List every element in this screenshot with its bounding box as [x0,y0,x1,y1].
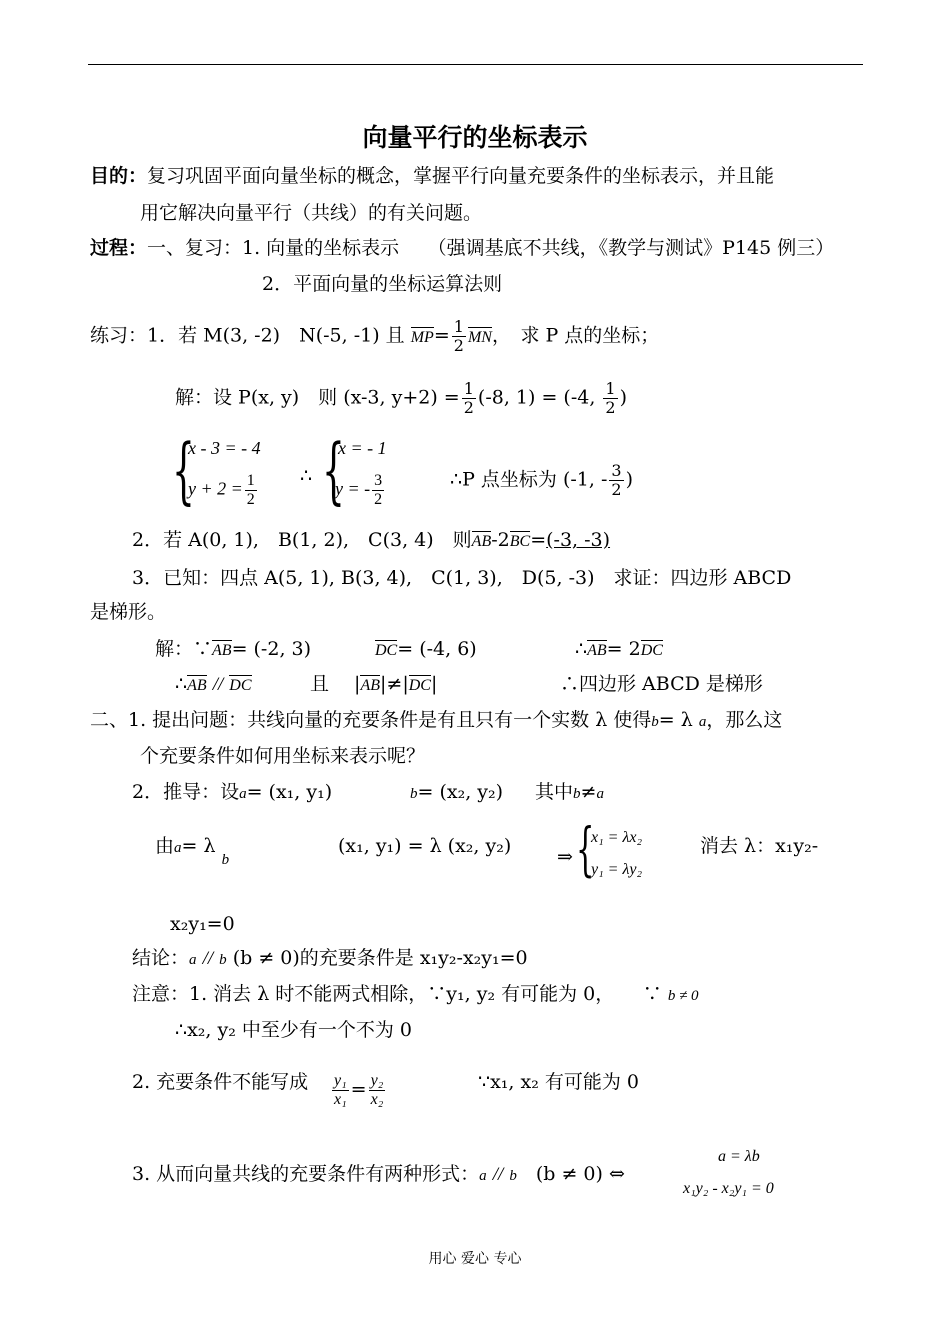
solution-3-relation: ∴AB= 2DC [575,638,663,660]
left-brace: { [172,428,195,512]
note-2-reason: ∵x₁, x₂ 有可能为 0 [478,1071,639,1093]
exercise-2: 2．若 A(0, 1), B(1, 2), C(3, 4) 则AB-2BC=(-3, -3) [132,529,611,551]
page-footer: 用心 爱心 专心 [428,1251,522,1267]
section-2-line-1: 二、1. 提出问题：共线向量的充要条件是有且只有一个实数 λ 使得b= λ a，那么这 [90,709,783,731]
solution-3-dc: DC= (-4, 6) [375,638,477,660]
derivation-b: b= (x₂, y₂) [410,781,504,803]
system-2-row-2: y = - $\frac{3}{2}$ [335,472,383,508]
system-2-row-1: x = - 1 [338,438,387,458]
exercise-3-line-1: 3．已知：四点 A(5, 1), B(3, 4), C(1, 3), D(5, -3) 求证：四边形 ABCD [132,567,792,589]
goal-line-1 [90,164,774,188]
goal-text-1: 复习巩固平面向量坐标的概念，掌握平行向量充要条件的坐标表示，并且能 [147,165,775,187]
note-1-line-2: ∴x₂, y₂ 中至少有一个不为 0 [175,1019,413,1041]
section-2-line-2: 个充要条件如何用坐标来表示呢？ [140,745,426,767]
process-text-1: 一、复习：1. 向量的坐标表示 （强调基底不共线，《教学与测试》P145 例三） [147,237,835,259]
from-relation: 由a= λ $_b$ [155,835,230,868]
fraction-half: $\frac{1}{2}$ [453,317,464,355]
exercise-1 [90,318,659,355]
solution-1-mid: (-8, 1) = (-4, [477,386,596,409]
vector-mp: MP [410,328,434,346]
fraction-half-3: $\frac{1}{2}$ [605,379,616,417]
exercise-3-line-2: 是梯形。 [90,601,167,623]
vector-dc: DC [375,642,398,659]
solution-3-conclusion: ∴四边形 ABCD 是梯形 [560,673,763,695]
system-3-row-2: y₁ = λy₂ [591,861,643,878]
goal-line-2: 用它解决向量平行（共线）的有关问题。 [140,202,483,224]
implies-arrow: ⇒ [557,846,573,868]
p-coordinate: ∴P 点坐标为 (-1, - $\frac{3}{2}$ ) [450,461,633,499]
process-label: 过程： [90,237,148,259]
goal-label: 目的： [90,165,148,187]
exercise-2-answer: (-3, -3) [546,529,611,551]
solution-3-and: 且 |AB|≠|DC| [310,673,438,695]
equals: = [433,324,450,347]
derivation-setup: 2．推导：设a= (x₁, y₁) [132,781,333,803]
page-title: 向量平行的坐标表示 [362,123,588,152]
paren-close: ) [619,386,628,409]
eliminate-lambda: 消去 λ：x₁y₂- [700,835,819,857]
solution-3-line-1: 解：∵AB= (-2, 3) [155,638,312,660]
exercise-1-suffix: ， 求 P 点的坐标； [491,324,660,347]
note-3: 3. 从而向量共线的充要条件有两种形式：a // b (b ≠ 0) ⇔ [132,1163,625,1185]
coordinate-equation: (x₁, y₁) = λ (x₂, y₂) [338,835,512,857]
note-2-fraction: $\frac{\text{y₁}}{\text{x₁}}$ = $\frac{\text{y₂}}{\text{x₂}}$ [334,1072,384,1108]
therefore-symbol: ∴ [300,465,313,487]
solution-3-line-2: ∴AB // DC [175,673,252,695]
left-brace-3: { [576,815,595,883]
conclusion: 结论：a // b (b ≠ 0)的充要条件是 x₁y₂-x₂y₁=0 [132,947,528,969]
note-1: 注意：1. 消去 λ 时不能两式相除，∵y₁, y₂ 有可能为 0， ∵ b ≠ 0 [132,983,699,1005]
derivation-where: 其中b≠a [535,781,604,803]
vector-mn: MN [467,328,492,346]
note-3-form-1: a = λb [718,1148,760,1165]
system-1-row-2: y + 2 = $\frac{1}{2}$ [188,472,255,508]
note-2: 2. 充要条件不能写成 [132,1071,309,1093]
process-line-1 [90,236,834,260]
eliminate-result: x₂y₁=0 [170,913,235,935]
left-brace-2: { [322,428,345,512]
exercise-1-prefix: 练习：1．若 M(3, -2) N(-5, -1) 且 [90,324,405,347]
vector-ab: AB [471,533,492,550]
process-line-2: 2．平面向量的坐标运算法则 [262,273,503,295]
fraction-half-2: $\frac{1}{2}$ [463,379,474,417]
vector-bc: BC [509,533,531,550]
system-1-row-1: x - 3 = - 4 [188,438,261,458]
solution-1 [175,380,627,417]
solution-1-prefix: 解：设 P(x, y) 则 (x-3, y+2) = [175,386,460,409]
system-3-row-1: x₁ = λx₂ [591,829,643,846]
header-rule [88,64,863,65]
note-3-form-2: x₁y₂ - x₂y₁ = 0 [683,1180,774,1197]
